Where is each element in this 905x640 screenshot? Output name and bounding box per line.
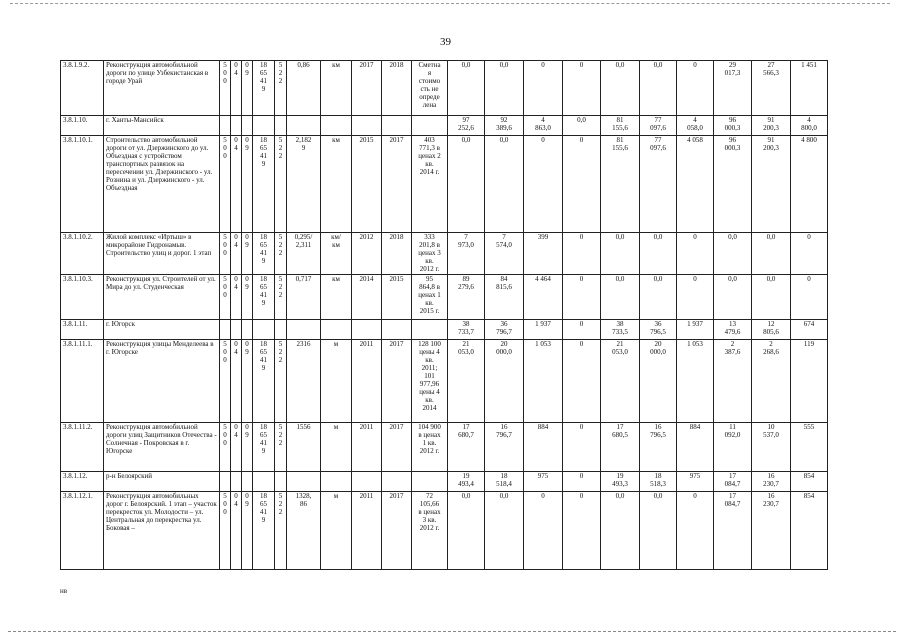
code-digit-5: 5 2 2 (275, 423, 287, 472)
row-name: Реконструкция улицы Менделеева в г. Югорске (104, 340, 220, 423)
amount-cell: 0 (563, 340, 601, 423)
amount-cell: 884 (677, 423, 714, 472)
row-name: г. Ханты-Мансийск (104, 116, 220, 136)
code-digit-3: 0 9 (242, 340, 253, 423)
start-year-cell: 2011 (352, 423, 382, 472)
amount-cell: 4 800,0 (791, 116, 828, 136)
row-code: 3.8.1.9.2. (61, 61, 104, 116)
amount-cell: 4 058,0 (677, 116, 714, 136)
amount-cell: 81 155,6 (601, 116, 640, 136)
unit-cell: км (321, 136, 352, 233)
amount-cell: 0 (563, 136, 601, 233)
code-digit-1: 5 0 0 (220, 275, 231, 320)
unit-cell (321, 472, 352, 492)
table-row (61, 472, 863, 492)
amount-cell: 91 200,3 (752, 116, 791, 136)
amount-cell: 16 796,5 (640, 423, 677, 472)
amount-cell: 1 937 (524, 320, 563, 340)
amount-cell: 97 252,6 (448, 116, 485, 136)
row-code: 3.8.1.11.2. (61, 423, 104, 472)
start-year-cell (352, 472, 382, 492)
amount-cell: 0,0 (448, 136, 485, 233)
amount-cell: 0,0 (640, 492, 677, 570)
amount-cell: 13 479,6 (714, 320, 752, 340)
end-year-cell (382, 116, 412, 136)
amount-cell: 0,0 (640, 233, 677, 275)
code-digit-5 (275, 472, 287, 492)
end-year-cell: 2017 (382, 340, 412, 423)
code-digit-5: 5 2 2 (275, 492, 287, 570)
code-digit-1 (220, 472, 231, 492)
capacity-cell: 2,182 9 (287, 136, 321, 233)
capacity-cell: 0,86 (287, 61, 321, 116)
end-year-cell: 2017 (382, 423, 412, 472)
row-code: 3.8.1.10.1. (61, 136, 104, 233)
capacity-cell (287, 116, 321, 136)
amount-cell: 0,0 (601, 233, 640, 275)
code-digit-3: 0 9 (242, 61, 253, 116)
code-digit-5: 5 2 2 (275, 61, 287, 116)
estimated-cost-cell: Сметна я стоимо сть не опреде лена (412, 61, 448, 116)
unit-cell (321, 320, 352, 340)
table-row (61, 492, 863, 570)
amount-cell: 0 (524, 61, 563, 116)
capacity-cell (287, 320, 321, 340)
row-name: Реконструкция автомобильной дороги по улице Узбекистанская в городе Урай (104, 61, 220, 116)
amount-cell: 2 387,6 (714, 340, 752, 423)
amount-cell: 975 (524, 472, 563, 492)
code-digit-2: 0 4 (231, 233, 242, 275)
amount-cell: 77 097,6 (640, 116, 677, 136)
code-digit-1: 5 0 0 (220, 340, 231, 423)
row-name: р-н Белоярский (104, 472, 220, 492)
code-digit-3: 0 9 (242, 136, 253, 233)
start-year-cell: 2011 (352, 492, 382, 570)
end-year-cell: 2018 (382, 61, 412, 116)
row-code: 3.8.1.12. (61, 472, 104, 492)
code-digit-3: 0 9 (242, 275, 253, 320)
estimated-cost-cell: 104 900 в ценах 1 кв. 2012 г. (412, 423, 448, 472)
estimated-cost-cell: 95 864,8 в ценах 1 кв. 2015 г. (412, 275, 448, 320)
code-digit-3 (242, 320, 253, 340)
unit-cell: км/ км (321, 233, 352, 275)
amount-cell: 0 (677, 492, 714, 570)
amount-cell: 0,0 (448, 492, 485, 570)
row-code: 3.8.1.11.1. (61, 340, 104, 423)
row-name: Жилой комплекс «Иртыш» в микрорайоне Гидронамыв. Строительство улиц и дорог. 1 этап (104, 233, 220, 275)
amount-cell: 0 (563, 61, 601, 116)
amount-cell: 21 053,0 (601, 340, 640, 423)
row-code: 3.8.1.10.3. (61, 275, 104, 320)
amount-cell: 975 (677, 472, 714, 492)
amount-cell: 77 097,6 (640, 136, 677, 233)
capacity-cell: 0,295/ 2,311 (287, 233, 321, 275)
amount-cell: 0,0 (485, 492, 524, 570)
row-name: Реконструкция ул. Строителей от ул. Мира до ул. Студенческая (104, 275, 220, 320)
code-digit-4: 18 65 41 9 (253, 233, 275, 275)
code-digit-1 (220, 116, 231, 136)
row-name: Реконструкция автомобильной дороги улиц Защитников Отечества - Солнечная - Покровская в г. Югорске (104, 423, 220, 472)
capacity-cell: 1328, 86 (287, 492, 321, 570)
amount-cell: 81 155,6 (601, 136, 640, 233)
row-name: г. Югорск (104, 320, 220, 340)
unit-cell: км (321, 61, 352, 116)
amount-cell: 17 680,5 (601, 423, 640, 472)
start-year-cell: 2012 (352, 233, 382, 275)
end-year-cell (382, 472, 412, 492)
amount-cell: 0,0 (448, 61, 485, 116)
code-digit-4: 18 65 41 9 (253, 423, 275, 472)
amount-cell: 884 (524, 423, 563, 472)
start-year-cell: 2014 (352, 275, 382, 320)
amount-cell: 36 796,5 (640, 320, 677, 340)
end-year-cell: 2018 (382, 233, 412, 275)
code-digit-4 (253, 472, 275, 492)
capacity-cell: 0,717 (287, 275, 321, 320)
amount-cell: 1 053 (677, 340, 714, 423)
amount-cell: 89 279,6 (448, 275, 485, 320)
code-digit-3: 0 9 (242, 423, 253, 472)
unit-cell (321, 116, 352, 136)
row-code: 3.8.1.11. (61, 320, 104, 340)
amount-cell: 0 (563, 472, 601, 492)
amount-cell: 0 (677, 233, 714, 275)
estimated-cost-cell: 333 201,8 в ценах 3 кв. 2012 г. (412, 233, 448, 275)
amount-cell: 0,0 (601, 492, 640, 570)
amount-cell: 10 537,0 (752, 423, 791, 472)
code-digit-2: 0 4 (231, 492, 242, 570)
amount-cell: 17 084,7 (714, 492, 752, 570)
code-digit-1 (220, 320, 231, 340)
code-digit-2: 0 4 (231, 136, 242, 233)
amount-cell: 399 (524, 233, 563, 275)
amount-cell: 0,0 (714, 233, 752, 275)
code-digit-5: 5 2 2 (275, 275, 287, 320)
amount-cell: 92 389,6 (485, 116, 524, 136)
amount-cell: 7 973,0 (448, 233, 485, 275)
amount-cell: 19 493,3 (601, 472, 640, 492)
code-digit-3 (242, 472, 253, 492)
amount-cell: 19 493,4 (448, 472, 485, 492)
code-digit-5 (275, 320, 287, 340)
amount-cell: 0 (677, 275, 714, 320)
amount-cell: 674 (791, 320, 828, 340)
amount-cell: 0,0 (601, 275, 640, 320)
table-row (61, 233, 863, 275)
estimated-cost-cell: 72 105,66 в ценах 3 кв. 2012 г. (412, 492, 448, 570)
table-row (61, 61, 863, 116)
amount-cell: 0 (677, 61, 714, 116)
amount-cell: 2 268,6 (752, 340, 791, 423)
start-year-cell: 2017 (352, 61, 382, 116)
code-digit-2: 0 4 (231, 61, 242, 116)
amount-cell: 17 084,7 (714, 472, 752, 492)
row-name: Строительство автомобильной дороги от ул. Дзержинского до ул. Объездная с устройством транспортных развязок на пересечении ул. Дзержинского - ул. Рознина и ул. Дзержинского - ул. Объездная (104, 136, 220, 233)
amount-cell: 4 058 (677, 136, 714, 233)
code-digit-3 (242, 116, 253, 136)
amount-cell: 16 230,7 (752, 492, 791, 570)
capacity-cell: 1556 (287, 423, 321, 472)
page-number: 39 (440, 36, 451, 48)
amount-cell: 0,0 (752, 275, 791, 320)
end-year-cell: 2017 (382, 136, 412, 233)
code-digit-2 (231, 116, 242, 136)
amount-cell: 0 (791, 233, 828, 275)
code-digit-3: 0 9 (242, 233, 253, 275)
unit-cell: м (321, 340, 352, 423)
code-digit-1: 5 0 0 (220, 423, 231, 472)
amount-cell: 11 092,0 (714, 423, 752, 472)
amount-cell: 4 800 (791, 136, 828, 233)
document-table (60, 60, 863, 570)
code-digit-2: 0 4 (231, 275, 242, 320)
table-row (61, 340, 863, 423)
code-digit-1: 5 0 0 (220, 492, 231, 570)
code-digit-4: 18 65 41 9 (253, 136, 275, 233)
amount-cell: 16 796,7 (485, 423, 524, 472)
row-code: 3.8.1.12.1. (61, 492, 104, 570)
code-digit-4 (253, 320, 275, 340)
amount-cell: 20 000,0 (485, 340, 524, 423)
amount-cell: 4 464 (524, 275, 563, 320)
row-code: 3.8.1.10. (61, 116, 104, 136)
amount-cell: 0,0 (601, 61, 640, 116)
amount-cell: 0 (563, 492, 601, 570)
estimated-cost-cell (412, 320, 448, 340)
estimated-cost-cell: 128 100 цены 4 кв. 2011; 101 977,96 цены 4 кв. 2014 (412, 340, 448, 423)
code-digit-2: 0 4 (231, 340, 242, 423)
amount-cell: 0,0 (640, 61, 677, 116)
end-year-cell: 2017 (382, 492, 412, 570)
code-digit-1: 5 0 0 (220, 61, 231, 116)
amount-cell: 119 (791, 340, 828, 423)
amount-cell: 96 000,3 (714, 116, 752, 136)
capacity-cell: 2316 (287, 340, 321, 423)
code-digit-2: 0 4 (231, 423, 242, 472)
code-digit-3: 0 9 (242, 492, 253, 570)
code-digit-4: 18 65 41 9 (253, 492, 275, 570)
estimated-cost-cell (412, 472, 448, 492)
code-digit-2 (231, 472, 242, 492)
amount-cell: 1 451 (791, 61, 828, 116)
unit-cell: км (321, 275, 352, 320)
table-row (61, 423, 863, 472)
code-digit-1: 5 0 0 (220, 136, 231, 233)
code-digit-5: 5 2 2 (275, 136, 287, 233)
code-digit-1: 5 0 0 (220, 233, 231, 275)
estimated-cost-cell (412, 116, 448, 136)
table-row (61, 275, 863, 320)
end-year-cell (382, 320, 412, 340)
amount-cell: 0 (563, 320, 601, 340)
amount-cell: 12 805,6 (752, 320, 791, 340)
amount-cell: 0 (524, 492, 563, 570)
row-code: 3.8.1.10.2. (61, 233, 104, 275)
amount-cell: 20 000,0 (640, 340, 677, 423)
code-digit-2 (231, 320, 242, 340)
amount-cell: 4 863,0 (524, 116, 563, 136)
amount-cell: 0,0 (485, 136, 524, 233)
estimated-cost-cell: 403 771,3 в ценах 2 кв. 2014 г. (412, 136, 448, 233)
amount-cell: 1 053 (524, 340, 563, 423)
start-year-cell (352, 320, 382, 340)
code-digit-4: 18 65 41 9 (253, 340, 275, 423)
amount-cell: 91 200,3 (752, 136, 791, 233)
code-digit-4: 18 65 41 9 (253, 275, 275, 320)
code-digit-5: 5 2 2 (275, 340, 287, 423)
code-digit-4: 18 65 41 9 (253, 61, 275, 116)
amount-cell: 0,0 (714, 275, 752, 320)
start-year-cell: 2015 (352, 136, 382, 233)
footer-mark: нв (60, 587, 68, 595)
amount-cell: 17 680,7 (448, 423, 485, 472)
amount-cell: 0,0 (752, 233, 791, 275)
amount-cell: 29 017,3 (714, 61, 752, 116)
amount-cell: 36 796,7 (485, 320, 524, 340)
amount-cell: 0 (563, 275, 601, 320)
start-year-cell (352, 116, 382, 136)
amount-cell: 0 (563, 233, 601, 275)
amount-cell: 27 566,3 (752, 61, 791, 116)
amount-cell: 96 000,3 (714, 136, 752, 233)
amount-cell: 0,0 (640, 275, 677, 320)
row-name: Реконструкция автомобильных дорог г. Белоярский. 1 этап – участок перекресток ул. Молодости – ул. Центральная до перекрестка ул. Боковая – (104, 492, 220, 570)
amount-cell: 84 815,6 (485, 275, 524, 320)
amount-cell: 16 230,7 (752, 472, 791, 492)
scan-bottom-edge (8, 631, 896, 632)
amount-cell: 38 733,5 (601, 320, 640, 340)
start-year-cell: 2011 (352, 340, 382, 423)
end-year-cell: 2015 (382, 275, 412, 320)
amount-cell: 0 (524, 136, 563, 233)
amount-cell: 38 733,7 (448, 320, 485, 340)
unit-cell: м (321, 492, 352, 570)
code-digit-5 (275, 116, 287, 136)
amount-cell: 18 518,3 (640, 472, 677, 492)
amount-cell: 854 (791, 472, 828, 492)
amount-cell: 0,0 (485, 61, 524, 116)
table-row (61, 116, 863, 136)
scan-top-edge (10, 3, 890, 4)
unit-cell: м (321, 423, 352, 472)
amount-cell: 0 (563, 423, 601, 472)
amount-cell: 854 (791, 492, 828, 570)
amount-cell: 7 574,0 (485, 233, 524, 275)
amount-cell: 18 518,4 (485, 472, 524, 492)
amount-cell: 0,0 (563, 116, 601, 136)
code-digit-5: 5 2 2 (275, 233, 287, 275)
code-digit-4 (253, 116, 275, 136)
table-row (61, 136, 863, 233)
capacity-cell (287, 472, 321, 492)
amount-cell: 1 937 (677, 320, 714, 340)
table-row (61, 320, 863, 340)
amount-cell: 0 (791, 275, 828, 320)
amount-cell: 555 (791, 423, 828, 472)
amount-cell: 21 053,0 (448, 340, 485, 423)
